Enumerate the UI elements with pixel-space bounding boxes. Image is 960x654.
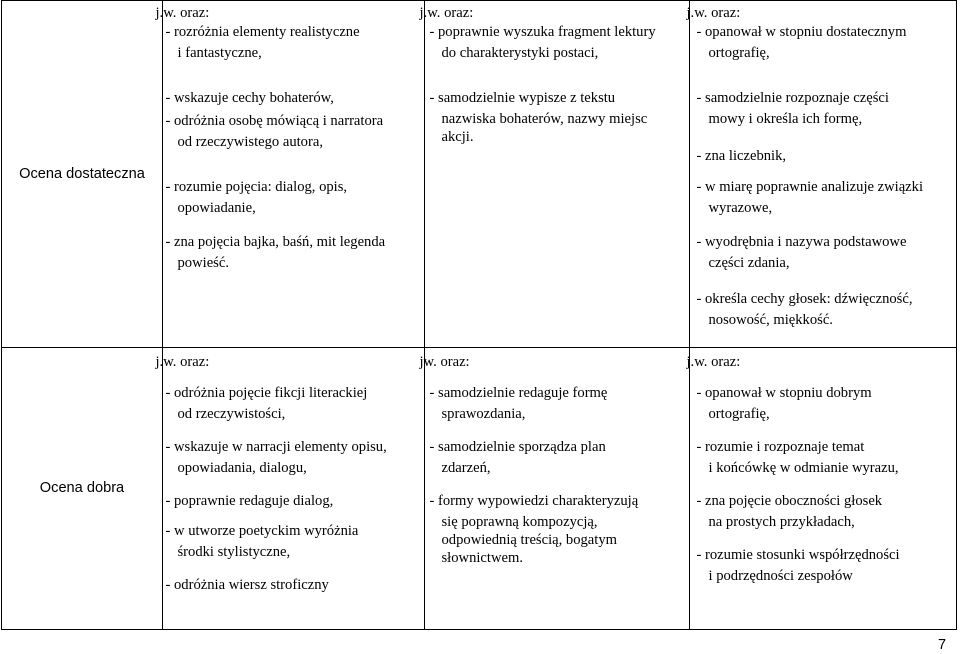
lead-text: j.w. oraz: — [686, 354, 741, 370]
criterion-item-continuation: akcji. — [441, 129, 474, 145]
criterion-item-continuation: wyrazowe, — [708, 200, 773, 216]
criterion-item: - samodzielnie rozpoznaje części — [696, 90, 889, 106]
criterion-item-continuation: słownictwem. — [441, 550, 523, 566]
criterion-item: - w utworze poetyckim wyróżnia — [165, 523, 359, 539]
criteria-cell — [155, 348, 425, 630]
criterion-item: - odróżnia pojęcie fikcji literackiej — [165, 385, 368, 401]
criteria-cell — [686, 1, 957, 348]
grade-label: Ocena dostateczna — [2, 1, 163, 348]
lead-text: j.w. oraz: — [419, 5, 474, 21]
criterion-item: - zna pojęcie oboczności głosek — [696, 493, 883, 509]
criterion-item-continuation: powieść. — [177, 255, 229, 271]
lead-text: j.w. oraz: — [686, 5, 741, 21]
criterion-item-continuation: odpowiednią treścią, bogatym — [441, 532, 617, 548]
criterion-item: - samodzielnie redaguje formę — [429, 385, 608, 401]
criterion-item: - rozumie pojęcia: dialog, opis, — [165, 179, 348, 195]
criteria-cell — [419, 1, 690, 348]
criterion-item-continuation: nazwiska bohaterów, nazwy miejsc — [441, 111, 648, 127]
criterion-item-continuation: i końcówkę w odmianie wyrazu, — [708, 460, 899, 476]
criterion-item: - poprawnie wyszuka fragment lektury — [429, 24, 656, 40]
criteria-cell — [155, 1, 425, 348]
criterion-item: - wskazuje w narracji elementy opisu, — [165, 439, 387, 455]
criterion-item-continuation: środki stylistyczne, — [177, 544, 291, 560]
criterion-item-continuation: opowiadania, dialogu, — [177, 460, 307, 476]
criteria-cell — [419, 348, 690, 630]
criterion-item: - wyodrębnia i nazywa podstawowe — [696, 234, 907, 250]
criterion-item: - rozróżnia elementy realistyczne — [165, 24, 360, 40]
criterion-item: - wskazuje cechy bohaterów, — [165, 90, 334, 106]
criterion-item-continuation: ortografię, — [708, 406, 770, 422]
criterion-item-continuation: sprawozdania, — [441, 406, 526, 422]
criterion-item-continuation: ortografię, — [708, 45, 770, 61]
table-row — [2, 348, 957, 630]
criterion-item: - odróżnia wiersz stroficzny — [165, 577, 329, 593]
criterion-item-continuation: i fantastyczne, — [177, 45, 262, 61]
table-row — [2, 1, 957, 348]
criterion-item: - w miarę poprawnie analizuje związki — [696, 179, 924, 195]
criterion-item: - samodzielnie sporządza plan — [429, 439, 606, 455]
criterion-item: - formy wypowiedzi charakteryzują — [429, 493, 639, 509]
criterion-item: - opanował w stopniu dostatecznym — [696, 24, 907, 40]
lead-text: j.w. oraz: — [155, 354, 210, 370]
lead-text: j.w. oraz: — [155, 5, 210, 21]
criterion-item-continuation: zdarzeń, — [441, 460, 491, 476]
criterion-item-continuation: opowiadanie, — [177, 200, 256, 216]
criterion-item: - poprawnie redaguje dialog, — [165, 493, 334, 509]
criterion-item: - opanował w stopniu dobrym — [696, 385, 872, 401]
criterion-item: - odróżnia osobę mówiącą i narratora — [165, 113, 384, 129]
criterion-item-continuation: nosowość, miękkość. — [708, 312, 833, 328]
criterion-item: - zna pojęcia bajka, baśń, mit legenda — [165, 234, 386, 250]
criterion-item-continuation: części zdania, — [708, 255, 790, 271]
lead-text: jw. oraz: — [419, 354, 470, 370]
grade-label: Ocena dobra — [2, 348, 163, 630]
page-number: 7 — [938, 637, 947, 653]
criterion-item: - rozumie stosunki współrzędności — [696, 547, 900, 563]
criterion-item-continuation: się poprawną kompozycją, — [441, 514, 598, 530]
criterion-item: - zna liczebnik, — [696, 148, 787, 164]
criterion-item-continuation: mowy i określa ich formę, — [708, 111, 863, 127]
criterion-item: - określa cechy głosek: dźwięczność, — [696, 291, 913, 307]
criteria-cell — [686, 348, 957, 630]
criterion-item: - rozumie i rozpoznaje temat — [696, 439, 865, 455]
criterion-item-continuation: i podrzędności zespołów — [708, 568, 853, 584]
criterion-item-continuation: do charakterystyki postaci, — [441, 45, 599, 61]
criterion-item-continuation: od rzeczywistości, — [177, 406, 286, 422]
requirements-table — [1, 0, 957, 630]
criterion-item: - samodzielnie wypisze z tekstu — [429, 90, 616, 106]
criterion-item-continuation: na prostych przykładach, — [708, 514, 855, 530]
criterion-item-continuation: od rzeczywistego autora, — [177, 134, 323, 150]
